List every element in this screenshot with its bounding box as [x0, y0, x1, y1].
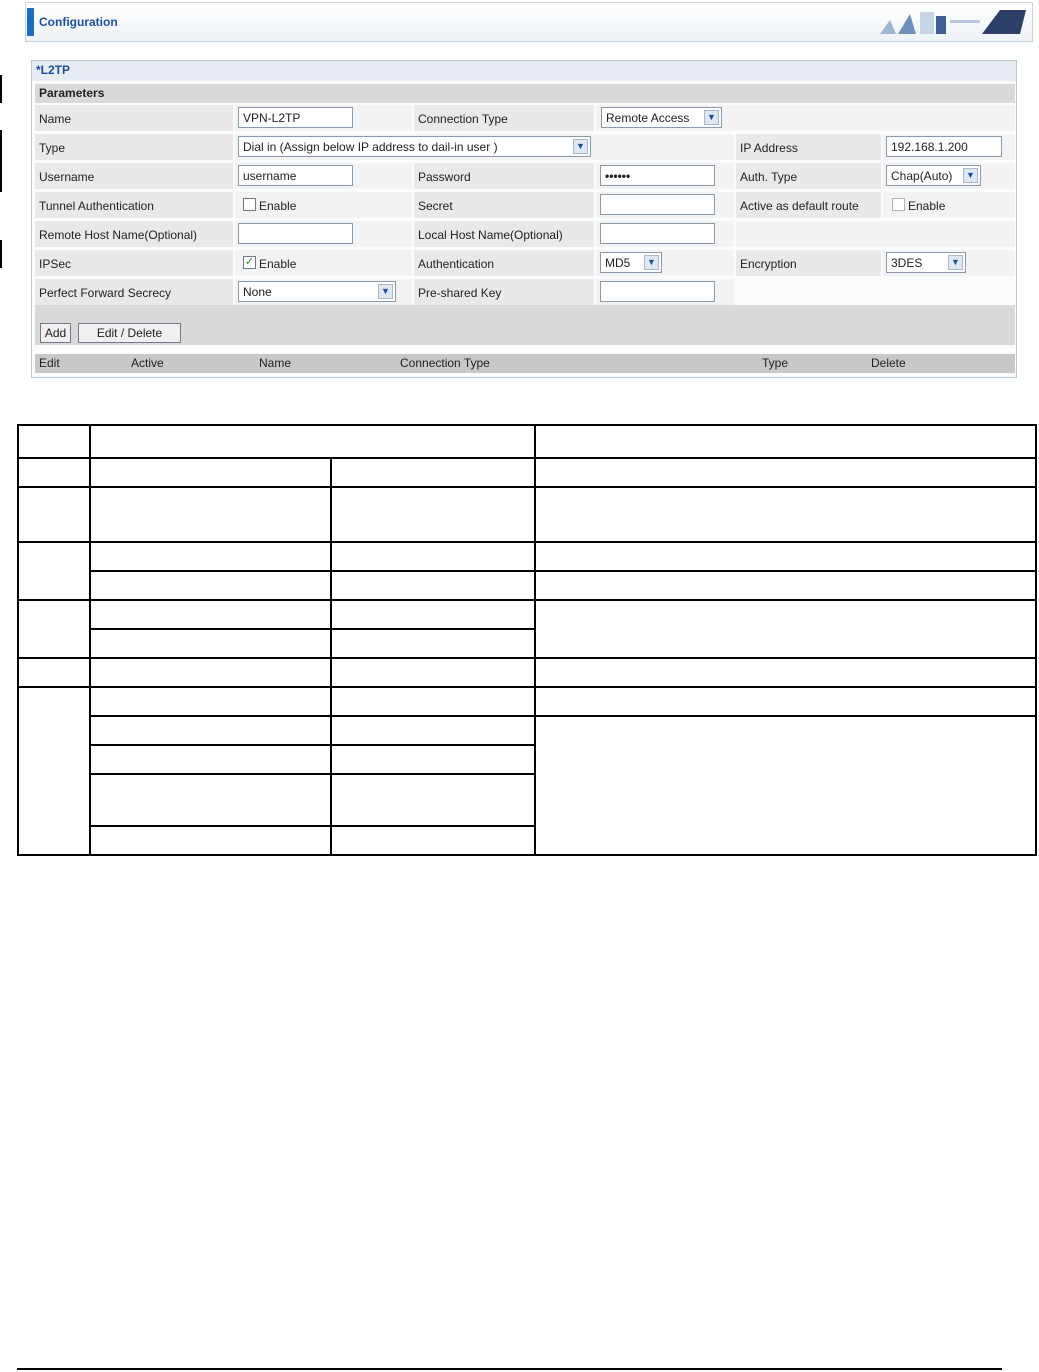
- page-title: Configuration: [39, 15, 118, 29]
- chevron-down-icon: ▼: [644, 255, 659, 270]
- table-cell: [90, 600, 332, 629]
- ipsec-enable-label: Enable: [259, 257, 297, 271]
- secret-input[interactable]: [600, 194, 715, 215]
- local-host-label: Local Host Name(Optional): [414, 221, 594, 247]
- table-cell: [331, 658, 535, 687]
- table-cell: [535, 487, 1036, 542]
- add-button[interactable]: Add: [40, 323, 71, 343]
- table-cell: [18, 658, 90, 687]
- chevron-down-icon: ▼: [378, 284, 393, 299]
- psk-label: Pre-shared Key: [414, 279, 594, 305]
- table-cell: [535, 542, 1036, 571]
- table-cell: [90, 629, 332, 658]
- edit-delete-button[interactable]: Edit / Delete: [78, 323, 181, 343]
- remote-host-input[interactable]: [238, 223, 353, 244]
- table-cell: [535, 600, 1036, 658]
- chevron-down-icon: ▼: [948, 255, 963, 270]
- list-header: [35, 354, 1015, 373]
- table-cell: [535, 716, 1036, 855]
- chevron-down-icon: ▼: [573, 139, 588, 154]
- table-cell: [90, 658, 332, 687]
- psk-input[interactable]: [600, 281, 715, 302]
- remote-host-label: Remote Host Name(Optional): [35, 221, 233, 247]
- type-select[interactable]: [238, 136, 591, 157]
- table-cell: [18, 487, 90, 542]
- table-cell: [535, 425, 1036, 458]
- encryption-value: 3DES: [891, 256, 923, 270]
- table-cell: [18, 458, 90, 487]
- authentication-select[interactable]: [600, 252, 662, 273]
- table-cell: [90, 716, 332, 745]
- tunnel-auth-enable-label: Enable: [259, 199, 297, 213]
- ipsec-label: IPSec: [35, 250, 233, 276]
- table-cell: [90, 774, 332, 826]
- list-header-active: Active: [131, 356, 164, 370]
- name-label: Name: [35, 105, 233, 131]
- encryption-select[interactable]: [886, 252, 966, 273]
- chevron-down-icon: ▼: [704, 110, 719, 125]
- table-cell: [90, 571, 332, 600]
- connection-type-value: Remote Access: [606, 111, 690, 125]
- default-route-label: Active as default route: [736, 192, 881, 218]
- section-title: *L2TP: [32, 61, 1016, 81]
- chevron-down-icon: ▼: [963, 168, 978, 183]
- name-input[interactable]: VPN-L2TP: [238, 107, 353, 128]
- table-cell: [331, 542, 535, 571]
- list-header-type: Type: [762, 356, 789, 370]
- table-cell: [90, 458, 332, 487]
- table-cell: [18, 425, 90, 458]
- header-banner-graphic: [870, 6, 1030, 38]
- table-cell: [90, 487, 332, 542]
- encryption-label: Encryption: [736, 250, 881, 276]
- local-host-input[interactable]: [600, 223, 715, 244]
- edge-mark: [0, 75, 2, 103]
- table-cell: [90, 826, 332, 855]
- edge-mark: [0, 130, 2, 192]
- default-route-enable-label: Enable: [908, 199, 946, 213]
- table-cell: [90, 745, 332, 774]
- table-cell: [90, 425, 535, 458]
- auth-type-select[interactable]: [886, 165, 981, 186]
- table-cell: [535, 687, 1036, 716]
- connection-type-label: Connection Type: [414, 105, 594, 131]
- authentication-label: Authentication: [414, 250, 594, 276]
- table-cell: [331, 629, 535, 658]
- table-cell: [331, 745, 535, 774]
- table-cell: [90, 542, 332, 571]
- type-label: Type: [35, 134, 233, 160]
- table-cell: [331, 487, 535, 542]
- list-header-name: Name: [259, 356, 292, 370]
- footer-rule: [17, 1368, 1002, 1370]
- ip-address-label: IP Address: [736, 134, 881, 160]
- table-cell: [90, 687, 332, 716]
- table-cell: [331, 600, 535, 629]
- list-header-connection-type: Connection Type: [400, 356, 490, 370]
- table-cell: [331, 716, 535, 745]
- table-cell: [535, 458, 1036, 487]
- secret-label: Secret: [414, 192, 594, 218]
- tunnel-auth-checkbox[interactable]: [243, 198, 256, 211]
- username-label: Username: [35, 163, 233, 189]
- table-cell: [535, 658, 1036, 687]
- connection-type-select[interactable]: [601, 107, 722, 128]
- edge-mark: [0, 240, 2, 268]
- table-cell: [331, 571, 535, 600]
- table-cell: [331, 774, 535, 826]
- table-cell: [18, 542, 90, 600]
- header-accent-bar: [27, 8, 34, 36]
- auth-type-label: Auth. Type: [736, 163, 881, 189]
- password-input[interactable]: ••••••: [600, 165, 715, 186]
- ip-address-input[interactable]: 192.168.1.200: [886, 136, 1002, 157]
- pfs-label: Perfect Forward Secrecy: [35, 279, 233, 305]
- table-cell: [18, 600, 90, 658]
- username-input[interactable]: username: [238, 165, 353, 186]
- empty-cell: [736, 221, 1015, 247]
- ipsec-checkbox[interactable]: ✓: [244, 256, 255, 268]
- password-label: Password: [414, 163, 594, 189]
- description-table: [17, 424, 1037, 856]
- table-cell: [535, 571, 1036, 600]
- list-header-delete: Delete: [871, 356, 906, 370]
- pfs-value: None: [243, 285, 272, 299]
- parameters-heading: Parameters: [35, 84, 1015, 103]
- authentication-value: MD5: [605, 256, 631, 270]
- table-cell: [331, 687, 535, 716]
- list-header-edit: Edit: [39, 356, 60, 370]
- tunnel-auth-label: Tunnel Authentication: [35, 192, 233, 218]
- auth-type-value: Chap(Auto): [891, 169, 953, 183]
- button-row: [35, 305, 1015, 345]
- table-cell: [331, 826, 535, 855]
- pfs-select[interactable]: [238, 281, 396, 302]
- default-route-checkbox[interactable]: [892, 198, 905, 211]
- type-value: Dial in (Assign below IP address to dail-in user ): [243, 140, 498, 154]
- table-cell: [18, 687, 90, 855]
- table-cell: [331, 458, 535, 487]
